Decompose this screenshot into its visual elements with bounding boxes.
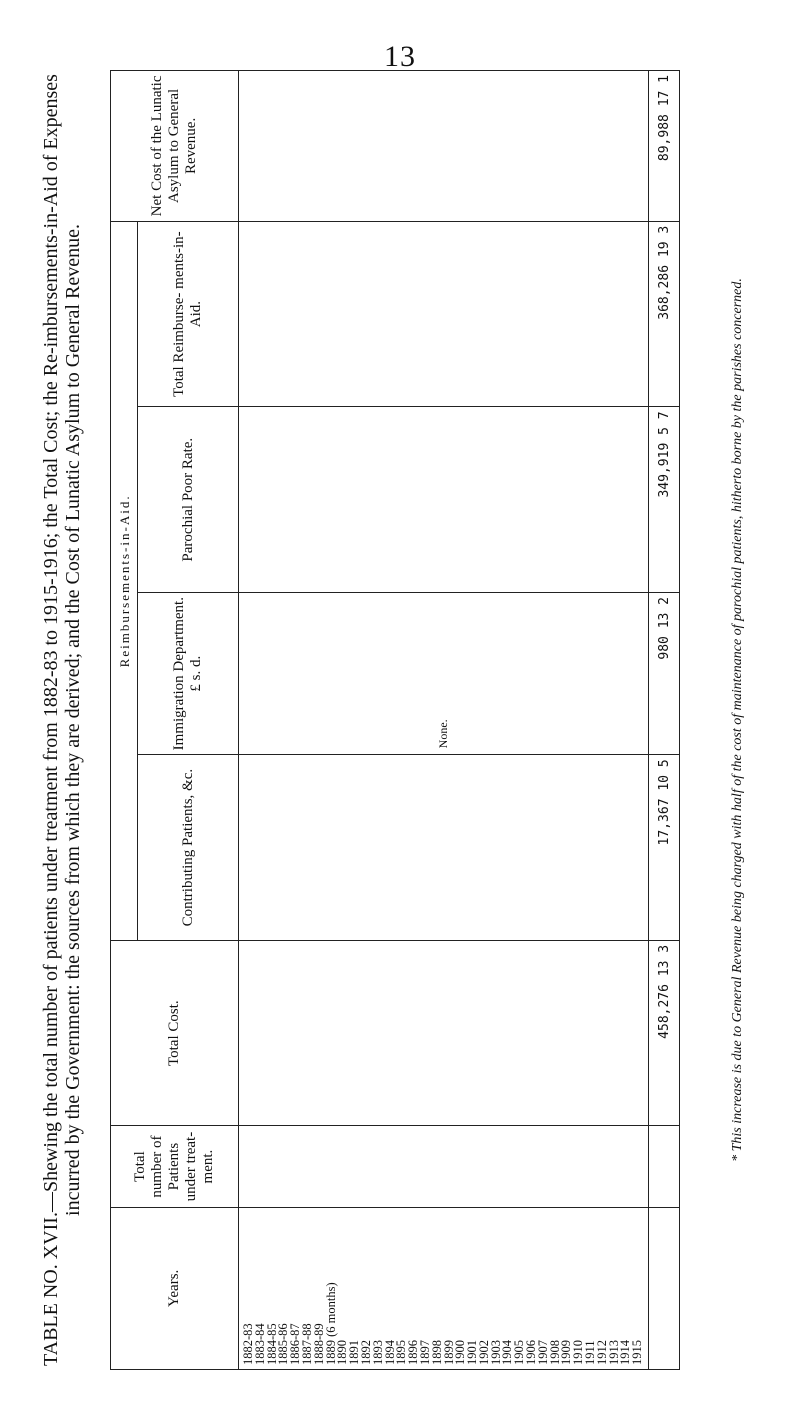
header-years: Years. bbox=[111, 1207, 239, 1369]
year-label: 1884-85 bbox=[264, 1323, 279, 1365]
year-label: 1895 bbox=[394, 1340, 409, 1365]
year-label: 1883-84 bbox=[252, 1323, 267, 1365]
total-reimb-column bbox=[239, 221, 649, 407]
net-cost-sum: 89,988 17 1 bbox=[649, 71, 680, 222]
totals-blank-patients bbox=[649, 1126, 680, 1207]
total-cost-sum: 458,276 13 3 bbox=[649, 940, 680, 1126]
year-label: 1909 bbox=[559, 1340, 574, 1365]
parochial-column bbox=[239, 407, 649, 593]
year-label: 1905 bbox=[512, 1340, 527, 1365]
year-label: 1888-89 bbox=[311, 1323, 326, 1365]
parochial-sum: 349,919 5 7 bbox=[649, 407, 680, 593]
year-label: 1899 bbox=[441, 1340, 456, 1365]
year-label: 1892 bbox=[358, 1340, 373, 1365]
header-total-patients: Total number of Patients under treat- ment. bbox=[111, 1126, 239, 1207]
year-label: 1896 bbox=[406, 1340, 421, 1365]
header-reimbursements-group: Reimbursements-in-Aid. bbox=[111, 221, 138, 940]
title-line-2: incurred by the Government: the sources from which they are derived; and the Cost of Lunatic Asylum to General Revenue. bbox=[62, 224, 84, 1216]
year-label: 1911 bbox=[583, 1340, 598, 1365]
data-table bbox=[110, 70, 680, 1370]
year-label: 1893 bbox=[370, 1340, 385, 1365]
year-label: 1913 bbox=[606, 1340, 621, 1365]
year-label: 1912 bbox=[594, 1340, 609, 1365]
year-label: 1904 bbox=[500, 1340, 515, 1365]
total-cost-column bbox=[239, 940, 649, 1126]
header-total-reimb: Total Reimburse- ments-in-Aid. bbox=[138, 221, 239, 407]
table-title bbox=[40, 70, 98, 1370]
immigration-sum: 980 13 2 bbox=[649, 592, 680, 754]
year-label: 1882-83 bbox=[240, 1323, 255, 1365]
header-immigration bbox=[138, 592, 239, 754]
total-patients-column bbox=[239, 1126, 649, 1207]
footnote: * This increase is due to General Revenue being charged with half of the cost of maintenance of parochial patients, hitherto borne by the parishes concerned. bbox=[730, 278, 745, 1162]
contributing-sum: 17,367 10 5 bbox=[649, 755, 680, 941]
year-label: 1894 bbox=[382, 1340, 397, 1365]
page-number: 13 bbox=[384, 40, 416, 73]
year-label: 1885-86 bbox=[276, 1323, 291, 1365]
header-immigration-units: £ s. d. bbox=[188, 655, 204, 692]
rotated-table-page bbox=[40, 70, 760, 1370]
header-immigration-label: Immigration Department. bbox=[171, 597, 187, 751]
year-label: 1910 bbox=[571, 1340, 586, 1365]
header-contributing: Contributing Patients, &c. bbox=[138, 755, 239, 941]
year-label: 1902 bbox=[476, 1340, 491, 1365]
totals-blank-years bbox=[649, 1207, 680, 1369]
year-label: 1889 (6 months) bbox=[323, 1282, 338, 1365]
immigration-column bbox=[239, 592, 649, 754]
year-label: 1908 bbox=[547, 1340, 562, 1365]
net-cost-column bbox=[239, 71, 649, 222]
year-label: 1906 bbox=[524, 1340, 539, 1365]
year-label: 1914 bbox=[618, 1340, 633, 1365]
title-line-1: TABLE NO. XVII.—Shewing the total number of patients under treatment from 1882-83 to 1915-1916; the Total Cost; the Re-imbursements-in-Aid of Expenses bbox=[40, 74, 62, 1366]
header-net-cost: Net Cost of the Lunatic Asylum to General Revenue. bbox=[111, 71, 239, 222]
year-label: 1903 bbox=[488, 1340, 503, 1365]
year-label: 1907 bbox=[535, 1340, 550, 1365]
year-label: 1886-87 bbox=[288, 1323, 303, 1365]
header-parochial: Parochial Poor Rate. bbox=[138, 407, 239, 593]
header-total-cost: Total Cost. bbox=[111, 940, 239, 1126]
year-label: 1891 bbox=[347, 1340, 362, 1365]
year-label: 1898 bbox=[429, 1340, 444, 1365]
year-label: 1887-88 bbox=[299, 1323, 314, 1365]
year-label: 1900 bbox=[453, 1340, 468, 1365]
year-label: 1901 bbox=[465, 1340, 480, 1365]
year-label: 1897 bbox=[417, 1340, 432, 1365]
contributing-column bbox=[239, 755, 649, 941]
total-reimb-sum: 368,286 19 3 bbox=[649, 221, 680, 407]
years-column bbox=[239, 1207, 649, 1369]
year-label: 1915 bbox=[630, 1340, 645, 1365]
immigration-none-label: None. bbox=[435, 719, 450, 749]
year-label: 1890 bbox=[335, 1340, 350, 1365]
